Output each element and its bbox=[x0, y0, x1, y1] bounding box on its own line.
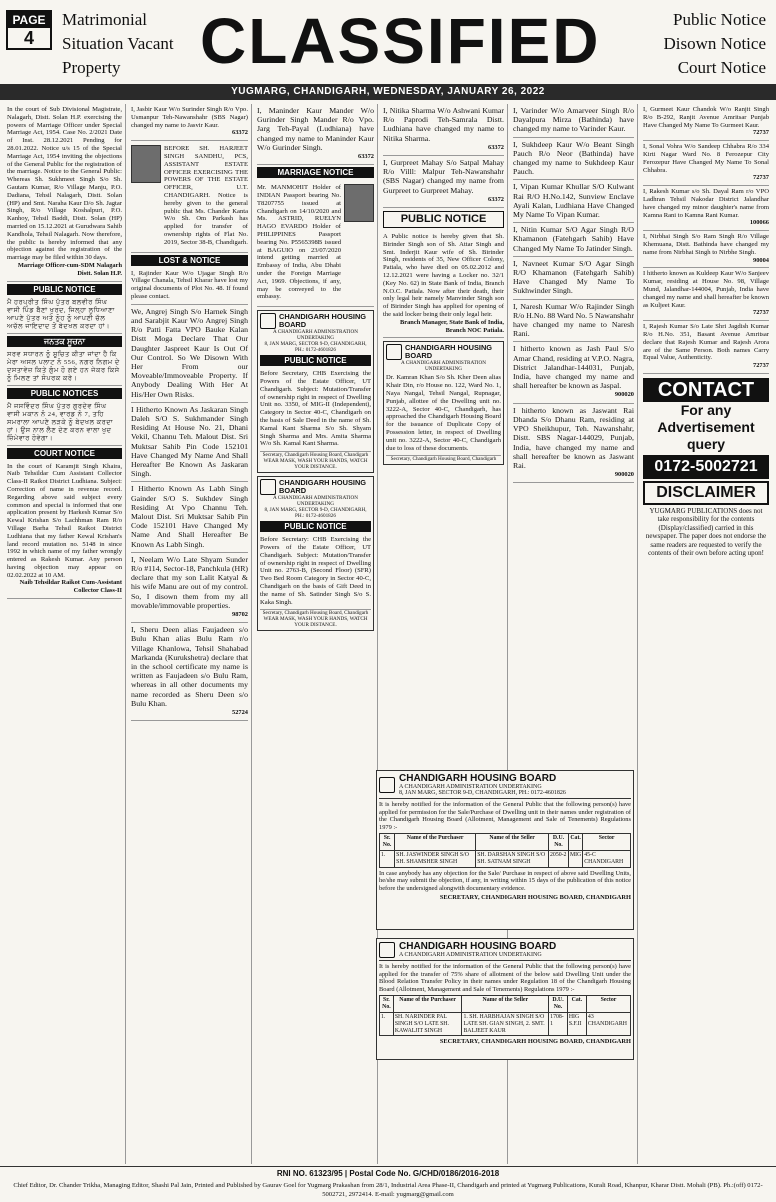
chb-notice-text: Dr. Kamran Khan S/o Sh. Kher Deen alias Khair Din, r/o House no. 122, Ward No. 1, Naya Nangal, Tehsil Nangal, Rupnagar, Punjab, allottee of the Dwelling unit no. 3222-A, Sector 40-C, Chandigarh, has approached the Chandigarh Housing Board for the issuance of Duplicate Copy of Possession letter, in respect of Dwelling unit no. 3222-A, Sector 40-C, Chandigarh due to loss of these documents. bbox=[386, 372, 501, 456]
ad-text: I, Neelam W/o Late Shyam Sunder R/o #114, Sector-18, Panchkula (HR) declare that my son Lalit Katyal & his wife Manu are out of my control. So, I disown them from my all movable/immovable properties. bbox=[131, 554, 248, 610]
name-change-ad bbox=[383, 104, 504, 156]
court-notice-text: In the court of Sub Divisional Magistrate, Nalagarh, Distt. Solan H.P. exercising the powers of Marriage Officer under Special Marriage Act, 1954. Case No. 2/2021 Date of Inst. 28.12.2021 Pending for 28.01.2022. Notice u/s 15 of the Special Marriage Act, 1954 inviting the objections of the General Public for the registration of the marriage. Notice to the General Public: Whereas Sh. Sukhmeet Singh S/o Sh. Gautam Kumar, R/o Village Manju, P.O. Dadiana, Tehsil Nalagarh, Distt. Solan (HP) and Smt. Naraha Kaur D/o Sh. Jagtar Singh, R/o Village Koshalpuri, P.O. Kanhoy, Tehsil Baddi, Distt. Solan (HP) married on 15.12.2021 at Gurudwara Sahib Kandhola, Tehsil Nalagarh. Now therefore, the public is hereby informed that any objection against the registration of the marriage may be filed within 30 days. bbox=[7, 106, 122, 262]
table-cell: 2050-2 bbox=[549, 850, 569, 867]
chb-secretary: Secretary, Chandigarh Housing Board, Chandigarh bbox=[262, 610, 369, 617]
table-cell: MIG bbox=[568, 850, 582, 867]
page-number-box bbox=[6, 10, 52, 50]
ad-number: 52724 bbox=[232, 709, 248, 717]
name-change-ad bbox=[643, 231, 769, 268]
court-notice-heading: COURT NOTICE bbox=[7, 448, 122, 459]
lost-heading: LOST & NOTICE bbox=[131, 255, 248, 266]
page-footer bbox=[0, 1166, 776, 1202]
contact-phone[interactable]: 0172-5002721 bbox=[643, 455, 769, 479]
bank-sign: Branch Manager, State Bank of India, Branch NOC Patiala. bbox=[400, 318, 504, 334]
chb-public-notice-heading: PUBLIC NOTICE bbox=[260, 521, 371, 532]
jaheer-heading: ਜਨਤਕ ਸੂਚਨਾ bbox=[7, 336, 122, 347]
rni-line: RNI NO. 61323/95 | Postal Code No. G/CHD/0186/2016-2018 bbox=[276, 1169, 500, 1178]
category-matrimonial: Matrimonial bbox=[62, 10, 147, 29]
imprint-line: Chief Editor, Dr. Chander Trikha, Managing Editor, Shashi Pal Jain, Printed and Published by Gaurav Goel for Yugmarg Prakashan from 28/1, Industrial Area Phase-II, Chandigarh and printed at Yugmarg Publications, Kurali Road, Khanpur, Kharar Distt. Mohali (PB). Ph.:(off) 0172-5002721, 2972414. E-mail: yugmarg@gmail.com bbox=[13, 1182, 763, 1198]
disclaimer-text: YUGMARG PUBLICATIONS does not take responsibility for the contents (Display/classified) carried in this newspaper. The paper does not endorse the same readers are requested to verify the contents of their own before acting upon! bbox=[645, 506, 767, 557]
chb-notice-2 bbox=[257, 476, 374, 631]
applicant-photo bbox=[131, 145, 161, 183]
ad-text: I, Rajesh Kumar S/o Late Shri Jagdish Kumar R/o H.No. 351, Basant Avenue Amritsar declare that Rajesh Kumar and Rajesh Arora are of the Same Person. Both names Carry Equal Value, Authenticity. bbox=[643, 323, 769, 362]
left-categories bbox=[62, 8, 174, 80]
chb-logo-icon bbox=[260, 313, 276, 329]
public-notice-estate bbox=[131, 141, 248, 252]
category-disown-notice: Disown Notice bbox=[663, 34, 766, 53]
name-declaration-ad bbox=[131, 623, 248, 721]
marriage-notice bbox=[257, 180, 374, 307]
column-1 bbox=[4, 104, 126, 1164]
ad-number: 72737 bbox=[753, 309, 769, 317]
chb-logo-icon bbox=[260, 479, 276, 495]
ad-text: I, Nitika Sharma W/o Ashwani Kumar R/o Paprodi Teh-Samrala Distt. Ludhiana have changed my name to Nitika Sharma. bbox=[383, 106, 504, 143]
chb-table-intro: It is hereby notified for the information of the General Public that the following person(s) have applied for the transfer of 75% share of allotment of the below said Dwelling Unit under the Blood Relation Transfer Policy in their names under Regulation 18 of the Chandigarh Housing Board (Allotment, Management and Sale of Tenements) Regulations 1979 :- bbox=[379, 963, 631, 993]
contact-banner: CONTACT bbox=[643, 378, 769, 402]
masthead bbox=[0, 0, 776, 82]
chb-secretary: Secretary, Chandigarh Housing Board, Chandigarh bbox=[390, 456, 497, 463]
col-header: Cat. bbox=[568, 834, 582, 851]
table-cell: SH. NARINDER PAL SINGH S/O LATE SH. KAWALJIT SINGH bbox=[393, 1012, 462, 1035]
name-change-ad bbox=[257, 104, 374, 165]
chb-address: 8, JAN MARG, SECTOR 9-D, CHANDIGARH, PH.: 0172-4601826 bbox=[264, 341, 367, 354]
table-cell: 1. bbox=[380, 850, 395, 867]
name-change-ad bbox=[643, 141, 769, 186]
chb-subtitle: A CHANDIGARH ADMINISTRATION UNDERTAKING bbox=[272, 495, 359, 508]
table-cell: SH. DARSHAN SINGH S/O SH. SATNAM SINGH bbox=[476, 850, 549, 867]
chb-table-footer: In case anybody has any objection for the Sale/ Purchase in respect of above said Dwelling Units, he/she may submit the objection, if any, in writing within 15 days of the publication of this notice before the undersigned alongwith documentary evidence. bbox=[379, 869, 631, 892]
name-change-ad: I, Varinder W/o Amarveer Singh R/o Dayalpura Mirza (Bathinda) have changed my name to Varinder Kaur. bbox=[513, 104, 634, 138]
chb-table-sign: SECRETARY, CHANDIGARH HOUSING BOARD, CHANDIGARH bbox=[439, 1038, 631, 1046]
ad-number: 98702 bbox=[232, 611, 248, 619]
court-notice2-text: In the court of Karamjit Singh Khaira, Naib Tehsildar Cum Assistant Collector Class-II Raikot District Ludhiana. Subject: Correction of name in revenue record. Regarding above said subject every common and special is informed that one application present by Harkesh Kumar S/o Kewal Krishan S/o Lachhman Ram R/o Village Barha Tehsil Raikot District Ludhiana that my father Kewal Krishan's land record mutation no. 5148 in since 1992 in which name of my father wrongly entered as Rakesh Kumar. Any person having objection may appear on 02.02.2022 at 10 AM. bbox=[7, 462, 122, 579]
public-notice-heading: PUBLIC NOTICE bbox=[7, 284, 122, 295]
disclaimer-heading: DISCLAIMER bbox=[643, 481, 769, 505]
chb-name: CHANDIGARH HOUSING BOARD bbox=[279, 312, 367, 330]
name-change-ad: I, Naresh Kumar W/o Rajinder Singh R/o H.No. 88 Ward No. 5 Nawanshahr have changed my name to Naresh Rani. bbox=[513, 300, 634, 343]
ad-text: I, Sonal Vohra W/o Sandeep Chhabra R/o 334 Kirti Nagar Ward No. 8 Ferozepur City Ferozepur Have Changed My Name To Sonal Chhabra. bbox=[643, 143, 769, 174]
chb-blood-relation-notice bbox=[376, 938, 634, 1060]
chb-table-intro: It is hereby notified for the information of the General Public that the following person(s) have applied for permission for the Sale/Purchase of Dwelling unit in their names under registration of the Chandigarh Housing Board (Allotment, Management and Sale of Tenements) Regulations 1979 :- bbox=[379, 801, 631, 831]
name-change-ad bbox=[513, 404, 634, 484]
chb-header bbox=[386, 344, 501, 360]
chb-notice-1 bbox=[257, 310, 374, 473]
ad-text: I, Rakesh Kumar s/o Sh. Dayal Ram r/o VPO Ladhran Tehsil Nakodar District Jalandhar have changed my minor daughter's name from Kamna Rani to Kamna Rani Kumar. bbox=[643, 188, 769, 219]
court-notice-marriage bbox=[7, 104, 122, 282]
ad-text: Mr. MANMOHIT Holder of INDIAN Passport bearing No. T8207755 issued at Chandigarh on 14/10/2020 and Ms. ASTRID, RUELYN HAGO EVARDO Holder of PHILIPPINES Passport bearing No. P5565398B issued at BAGUIO on 23/07/2020 intend getting married at Embassy of India, Abu Dhabi under the Foreign Marriage Act, 1969. Objections, if any, may be conveyed to the embassy. bbox=[257, 184, 341, 301]
name-change-ad: I, Navneet Kumar S/O Agar Singh R/O Khamanon (Fatehgarh Sahib) Have Changed My Name To Sukhwinder Singh. bbox=[513, 257, 634, 300]
name-change-ad bbox=[643, 268, 769, 321]
name-declaration-ad bbox=[643, 321, 769, 374]
chb-table-sign: SECRETARY, CHANDIGARH HOUSING BOARD, CHANDIGARH bbox=[439, 894, 631, 902]
chb-subtitle: A CHANDIGARH ADMINISTRATION UNDERTAKING bbox=[272, 329, 359, 342]
category-property: Property bbox=[62, 58, 121, 77]
chb-subtitle: A CHANDIGARH ADMINISTRATION UNDERTAKING bbox=[400, 360, 487, 373]
col-header: Sr. No. bbox=[380, 834, 395, 851]
ad-number: 72737 bbox=[753, 362, 769, 370]
table-header-row bbox=[380, 996, 631, 1013]
col-header: Name of the Purchaser bbox=[393, 996, 462, 1013]
punjabi-notice-2: ਸਰਵ ਸਧਾਰਨ ਨੂੰ ਸੂਚਿਤ ਕੀਤਾ ਜਾਂਦਾ ਹੈ ਕਿ ਮੇਰਾ ਅਸਲ ਪਲਾਟ ਨੰ 556, ਨਗਰ ਨਿਗਮ ਦੇ ਦਸਤਾਵੇਜ਼ ਕਿਤੇ ਗੁੰਮ ਹੋ ਗਏ ਹਨ ਜੇਕਰ ਕਿਸੇ ਨੂੰ ਮਿਲਣ ਤਾਂ ਸੰਪਰਕ ਕਰੇ। bbox=[7, 349, 122, 386]
ad-text: I, Sheru Deen alias Faujadeen s/o Bulu Khan alias Bulu Ram r/o Village Khanlowa, Tehsil Shahabad Markanda (Kurukshetra) declare that in the school certificate my name is written as Faujadeen s/o Bulu Ram, whereas in all other documents my name recorded as Sheru Deen s/o Bulu Khan. bbox=[131, 625, 248, 708]
column-2 bbox=[128, 104, 252, 1164]
ad-number: 63372 bbox=[488, 143, 504, 151]
chb-public-notice-heading: PUBLIC NOTICE bbox=[260, 355, 371, 366]
name-change-ad bbox=[643, 186, 769, 231]
couple-photo bbox=[344, 184, 374, 222]
name-change-ad bbox=[383, 156, 504, 208]
chb-notice-3 bbox=[383, 341, 504, 465]
punjabi-notice-1: ਮੈਂ ਹਰਪ੍ਰੀਤ ਸਿੰਘ ਪੁੱਤਰ ਬਲਵੀਰ ਸਿੰਘ ਵਾਸੀ ਪਿੰਡ ਬੈਣਾਂ ਖੁਰਦ, ਜਿਲ੍ਹਾ ਲੁਧਿਆਣਾ ਆਪਣੇ ਪੁੱਤਰ ਅਤੇ ਨੂੰਹ ਨੂੰ ਆਪਣੀ ਚੱਲ ਅਚੱਲ ਜਾਇਦਾਦ ਤੋਂ ਬੇਦਖਲ ਕਰਦਾ ਹਾਂ। bbox=[7, 297, 122, 334]
public-notice-heading: PUBLIC NOTICE bbox=[383, 211, 504, 228]
category-court-notice: Court Notice bbox=[677, 58, 766, 77]
ad-text: I hitherto known as Jash Paul S/o Amar Chand, residing at V.P.O. Nagra, District Jalandhar-144031, Punjab, India, have changed my name and shall hereafter be known as Jaspal. bbox=[513, 344, 634, 391]
name-change-ad: I, Sukhdeep Kaur W/o Beant Singh Pauch R/o Neor (Bathinda) have changed my name to Sukhdeep Kaur Pauch. bbox=[513, 138, 634, 181]
chb-secretary: Secretary, Chandigarh Housing Board, Chandigarh bbox=[262, 452, 369, 459]
column-3 bbox=[254, 104, 378, 1164]
bank-locker-notice bbox=[383, 231, 504, 338]
right-categories bbox=[664, 8, 766, 80]
court-notice-sign: Marriage Officer-cum-SDM Nalagarh Distt. Solan H.P. bbox=[17, 261, 122, 277]
chb-table-subtitle: A CHANDIGARH ADMINISTRATION UNDERTAKING bbox=[399, 952, 542, 958]
chb-logo-icon bbox=[379, 777, 395, 793]
ad-number: 900020 bbox=[614, 471, 634, 479]
chb-header bbox=[260, 313, 371, 329]
chb-logo-icon bbox=[379, 942, 395, 958]
chb-logo-icon bbox=[386, 344, 402, 360]
chb-sale-purchase-notice bbox=[376, 770, 634, 930]
table-cell: 1708-1 bbox=[549, 1012, 568, 1035]
ad-number: 63372 bbox=[488, 195, 504, 203]
ad-text: I hitherto known as Jaswant Rai Dhanda S/o Dhanu Ram, residing at VPO Sheikhupur, Teh. Nawanshahr, Distt. SBS Nagar-144029, Punjab, India, have changed my name and shall hereafter be known as Jaswant Rai. bbox=[513, 405, 634, 470]
chb-slogan: WEAR MASK, WASH YOUR HANDS, WATCH YOUR DISTANCE. bbox=[263, 616, 368, 629]
table-cell: 43 CHANDIGARH bbox=[586, 1012, 630, 1035]
col-header: Name of the Seller bbox=[462, 996, 549, 1013]
name-change-ad bbox=[131, 104, 248, 141]
ad-text: I, Gurmeet Kaur Chandok W/o Ranjit Singh R/o B-292, Ranjit Avenue Amritsar Punjab Have Changed My Name To Gurmeet Kaur. bbox=[643, 106, 769, 129]
lost-notice: I, Rajinder Kaur W/o Ujagar Singh R/o Village Chanala, Tehsil Kharar have lost my original documents of Plot No. 48. If found please contact. bbox=[131, 268, 248, 305]
chb-notice-text: Before Secretary: CHB Exercising the Powers of the Estate Officer, UT Chandigarh. Subject: Mutation/Transfer of ownership right in respect of Dwelling Unit no. 2763-B, (Second Floor) (SFR) Two Bed Room Category in Sector 40-C, Chandigarh on the basis of Gift Deed in the name of Sh. Satinder Singh S/o S. Kaka Singh. bbox=[260, 534, 371, 610]
name-change-ad: I Hitherto Known As Labh Singh Gainder S/O S. Sukhdev Singh Residing At Vpo Channu Teh. Malout Dist. Sri Muktsar Sahib Pin Code 152101 Have Changed My Name And Shall Hereafter Be Known As Labh Singh. bbox=[131, 482, 248, 552]
dateline: YUGMARG, CHANDIGARH, WEDNESDAY, JANUARY 26, 2022 bbox=[0, 84, 776, 100]
chb-table-title: CHANDIGARH HOUSING BOARD bbox=[399, 941, 557, 952]
col-header: D.U. No. bbox=[549, 996, 568, 1013]
marriage-notice-heading: MARRIAGE NOTICE bbox=[257, 167, 374, 178]
col-header: Sector bbox=[583, 834, 631, 851]
col-header: Name of the Purchaser bbox=[395, 834, 476, 851]
allotment-table bbox=[379, 995, 631, 1036]
chb-address: 8, JAN MARG, SECTOR 9-D, CHANDIGARH, PH.: 0172-4601826 bbox=[264, 507, 367, 520]
ad-number: 90004 bbox=[753, 256, 769, 264]
ad-text: I, Nirbhai Singh S/o Ram Singh R/o Village Khemuana, Distt. Bathinda have changed my name from Nirbhai Singh to Nirbhe Singh. bbox=[643, 233, 769, 256]
name-change-ad bbox=[513, 342, 634, 403]
ad-text: A Public notice is hereby given that Sh. Birinder Singh son of Sh. Attar Singh and Smt. Inderjit Kaur wife of Sh. Birinder Singh, residents of 35, New Officer Colony, Patiala, who have died on 05.02.2012 and 12.12.2021 were having a Locker no. 32/1 (Key No. 62) in State Bank of India, Branch N.O.C. Patiala. Now after their death, their only legal heir namely Manvinder Singh son of Birinder Singh has applied for opening of the said locker being their only legal heir. bbox=[383, 233, 504, 318]
col-header: Name of the Seller bbox=[476, 834, 549, 851]
chb-header bbox=[260, 479, 371, 495]
court-notice2-sign: Naib Tehsildar Raikot Cum-Assistant Collector Class-II bbox=[19, 579, 122, 595]
ad-number: 100066 bbox=[749, 219, 769, 227]
table-cell: HIG S.F.II bbox=[567, 1012, 586, 1035]
name-change-ad bbox=[643, 104, 769, 141]
chb-table-address: 8, JAN MARG, SECTOR 9-D, CHANDIGARH, PH.: 0172-4601826 bbox=[399, 790, 566, 796]
ad-number: 63372 bbox=[232, 129, 248, 137]
chb-table-header bbox=[379, 941, 631, 961]
table-cell: 1. SH. HARBHAJAN SINGH S/O LATE SH. GIAN SINGH, 2. SMT. BALJEET KAUR bbox=[462, 1012, 549, 1035]
page-label: PAGE bbox=[8, 12, 50, 28]
table-cell: 1. bbox=[380, 1012, 394, 1035]
col-header: D.U. No. bbox=[549, 834, 569, 851]
col-header: Sr. No. bbox=[380, 996, 394, 1013]
col-header: Sector bbox=[586, 996, 630, 1013]
ad-number: 72737 bbox=[753, 174, 769, 182]
column-6 bbox=[640, 104, 772, 1164]
ad-text: I, Gurpreet Mahay S/o Satpal Mahay R/o Villl: Malpur Teh-Nawanshahr (SBS Nagar) changed my name from Gurpreet to Gurpreet Mahay. bbox=[383, 158, 504, 195]
ad-number: 63372 bbox=[358, 153, 374, 161]
chb-slogan: WEAR MASK, WASH YOUR HANDS, WATCH YOUR DISTANCE. bbox=[263, 458, 368, 471]
name-change-ad: I Hitherto Known As Jaskaran Singh Daleh S/O S. Sukhmander Singh Residing At House No. 21, Dhani Vekil, Channu Teh. Malout Dist. Sri Muktsar Sahib Pin Code 152101 Have Changed My Name And Shall Hereafter Be Known As Jaskaran Singh. bbox=[131, 403, 248, 483]
chb-table-title: CHANDIGARH HOUSING BOARD bbox=[399, 773, 557, 784]
col-header: Cat. bbox=[567, 996, 586, 1013]
public-notices-heading: PUBLIC NOTICES bbox=[7, 388, 122, 399]
chb-table-header bbox=[379, 773, 631, 799]
page-title: CLASSIFIED bbox=[200, 5, 601, 77]
ad-text: I, Jasbir Kaur W/o Surinder Singh R/o Vpo. Usmanpur Teh-Nawanshahr (SBS Nagar) changed my name to Jasvir Kaur. bbox=[131, 106, 248, 129]
page-number: 4 bbox=[23, 28, 34, 48]
disown-notice-big: We, Angrej Singh S/o Harnek Singh and Sarabjit Kaur W/o Angrej Singh R/o Patti Fatta VPO Bauke Kalan Distt Moga Declare That Our Daughter Jaspreet Kaur Is Out Of Our Control. So We Disown With Her From our Moveable/Immoveable Property. If Anybody Dealing With Her At His/Her Own Risks. bbox=[131, 305, 248, 403]
ad-text: I, Maninder Kaur Mander W/o Gurinder Singh Mander R/o Vpo. Jarg Teh-Payal (Ludhiana) have changed my name to Maninder Kaur W/o Gurinder Singh. bbox=[257, 106, 374, 152]
court-notice-raikot bbox=[7, 461, 122, 600]
chb-name: CHANDIGARH HOUSING BOARD bbox=[279, 478, 367, 496]
name-change-ad: I, Nitin Kumar S/O Agar Singh R/O Khamanon (Fatehgarh Sahib) Have Changed My Name To Jatinder Singh. bbox=[513, 223, 634, 257]
category-situation-vacant: Situation Vacant bbox=[62, 34, 174, 53]
table-row bbox=[380, 1012, 631, 1035]
disown-notice bbox=[131, 553, 248, 623]
table-cell: SH. JASWINDER SINGH S/O SH. SHAMSHER SINGH bbox=[395, 850, 476, 867]
table-cell: 45-C CHANDIGARH bbox=[583, 850, 631, 867]
ad-text: I hitherto known as Kuldeep Kaur W/o Sanjeev Kumar, residing at House No. 98, Village Mund, Jalandhar-144004, Punjab, India have changed my name and shall hereafter be known as Kuljeet Kaur. bbox=[643, 270, 769, 309]
chb-table-subtitle: A CHANDIGARH ADMINISTRATION UNDERTAKING bbox=[399, 784, 542, 790]
allotment-table bbox=[379, 833, 631, 867]
contact-for-line: For any Advertisement query bbox=[657, 401, 755, 452]
table-header-row bbox=[380, 834, 631, 851]
photo-block bbox=[257, 184, 374, 301]
table-row bbox=[380, 850, 631, 867]
name-change-ad: I, Vipan Kumar Khullar S/O Kulwant Rai R/O H.No.142, Sunview Enclave Ayali Kalan, Ludhiana Have Changed My Name To Vipan Kumar. bbox=[513, 180, 634, 223]
category-public-notice: Public Notice bbox=[672, 10, 766, 29]
ad-text: BEFORE SH. HARJEET SINGH SANDHU, PCS, ASSISTANT ESTATE OFFICER EXERCISING THE POWERS OF THE ESTATE OFFICER, U.T. CHANDIGARH. Notice is hereby given to the general public that Ms. Chander Kanta W/o Sh. Om Parkash has applied for transfer of ownership rights of Flat No. 2019, Sector 38-B, Chandigarh. bbox=[164, 145, 248, 246]
punjabi-notice-3: ਮੈਂ ਜਸਵਿੰਦਰ ਸਿੰਘ ਪੁੱਤਰ ਗੁਰਦੇਵ ਸਿੰਘ ਵਾਸੀ ਮਕਾਨ ਨੰ 24, ਵਾਰਡ ਨੰ 7, ਤਹਿ ਸਮਰਾਲਾ ਆਪਣੇ ਲੜਕੇ ਨੂੰ ਬੇਦਖਲ ਕਰਦਾ ਹਾਂ। ਉਸ ਨਾਲ ਲੈਣ ਦੇਣ ਕਰਨ ਵਾਲਾ ਖੁਦ ਜ਼ਿੰਮੇਵਾਰ ਹੋਵੇਗਾ। bbox=[7, 401, 122, 446]
chb-notice-text: Before Secretary, CHB Exercising the Powers of the Estate Officer, UT Chandigarh. Subject: Mutation/Transfer of ownership right in respect of Dwelling Unit no. 3350, of MIG-II (Independent), Category in Sector 40-C, Chandigarh on the basis of Sale Deed in the name of Sh. Kamal Kant Sharma S/o Sh. Shyam Singh Sharma and Mrs. Amita Sharma W/o Sh. Kamal Kant Sharma. bbox=[260, 368, 371, 452]
ad-number: 900020 bbox=[614, 391, 634, 399]
photo-block bbox=[131, 145, 248, 246]
ad-number: 72737 bbox=[753, 129, 769, 137]
chb-name: CHANDIGARH HOUSING BOARD bbox=[405, 343, 493, 361]
